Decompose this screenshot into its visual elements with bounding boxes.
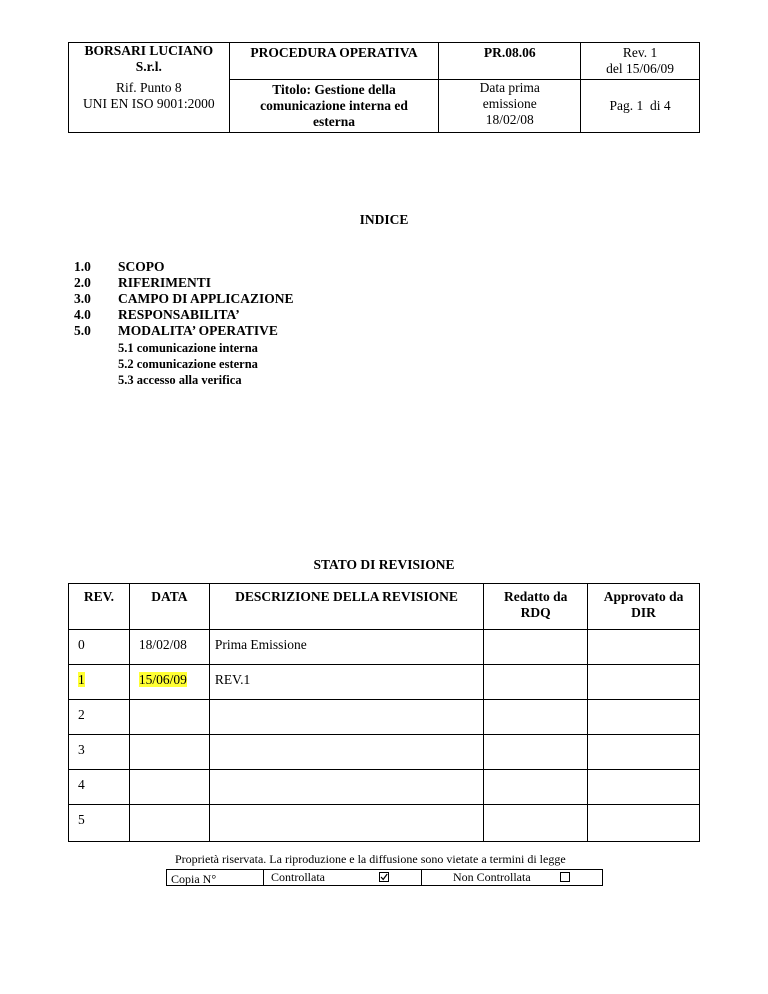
iso-standard: UNI EN ISO 9001:2000 xyxy=(83,95,215,111)
index-item-number: 3.0 xyxy=(74,291,91,306)
approved-by-cell xyxy=(588,700,700,735)
first-issue-date: 18/02/08 xyxy=(485,112,534,127)
procedure-code-cell xyxy=(439,43,581,80)
table-row xyxy=(69,700,700,735)
controlled-label: Controllata xyxy=(271,870,325,884)
rev-cell: 2 xyxy=(69,700,130,735)
drafted-by-cell xyxy=(484,770,588,805)
rev-cell: 0 xyxy=(69,630,130,665)
index-subitem: 5.3 accesso alla verifica xyxy=(118,373,242,387)
first-issue-label: Data prima emissione xyxy=(479,80,540,111)
rev-cell: 4 xyxy=(69,770,130,805)
company-suffix: S.r.l. xyxy=(135,59,162,74)
index-item-label: RIFERIMENTI xyxy=(118,275,212,290)
col-header-approved-by: Approvato da DIR xyxy=(588,584,700,630)
col-header-drafted-by: Redatto da RDQ xyxy=(484,584,588,630)
description-cell: Prima Emissione xyxy=(209,630,483,665)
rev-cell: 5 xyxy=(69,805,130,842)
procedure-type: PROCEDURA OPERATIVA xyxy=(250,45,418,60)
header-table xyxy=(68,42,700,133)
revision-cell xyxy=(581,43,700,80)
description-cell xyxy=(209,700,483,735)
page-cell xyxy=(581,80,700,133)
approved-by-cell xyxy=(588,630,700,665)
index-item-number: 5.0 xyxy=(74,323,91,338)
procedure-title: Titolo: Gestione della comunicazione interna ed esterna xyxy=(260,82,408,129)
col-header-description: DESCRIZIONE DELLA REVISIONE xyxy=(209,584,483,630)
confidentiality-notice: Proprietà riservata. La riproduzione e la diffusione sono vietate a termini di legge xyxy=(175,852,566,866)
index-subitem: 5.1 comunicazione interna xyxy=(118,341,258,355)
checkmark-icon xyxy=(380,873,388,881)
index-item-label: CAMPO DI APPLICAZIONE xyxy=(118,291,294,306)
revision-date: del 15/06/09 xyxy=(606,61,675,76)
divider xyxy=(421,869,422,886)
date-value-highlighted: 15/06/09 xyxy=(138,672,187,687)
drafted-by-cell xyxy=(484,700,588,735)
copy-number-label: Copia N° xyxy=(171,872,217,886)
index-title: INDICE xyxy=(359,212,409,227)
description-cell xyxy=(209,770,483,805)
approved-by-cell xyxy=(588,770,700,805)
table-row xyxy=(69,630,700,665)
index-item-number: 4.0 xyxy=(74,307,91,322)
company-name: BORSARI LUCIANO xyxy=(84,43,214,58)
date-cell xyxy=(129,700,209,735)
date-cell: 18/02/08 xyxy=(129,630,209,665)
drafted-by-cell xyxy=(484,665,588,700)
description-cell xyxy=(209,735,483,770)
not-controlled-checkbox[interactable] xyxy=(560,872,570,882)
table-row xyxy=(69,735,700,770)
page-number: Pag. 1 di 4 xyxy=(609,98,671,113)
approved-by-cell xyxy=(588,735,700,770)
index-item-number: 2.0 xyxy=(74,275,91,290)
procedure-type-cell xyxy=(229,43,439,80)
date-cell xyxy=(129,735,209,770)
revision-title: STATO DI REVISIONE xyxy=(313,557,455,572)
reference-cell xyxy=(69,80,230,133)
rev-value-highlighted: 1 xyxy=(78,672,85,687)
procedure-code: PR.08.06 xyxy=(483,45,536,60)
approved-by-cell xyxy=(588,665,700,700)
revision-table xyxy=(68,583,700,842)
controlled-checkbox-checked[interactable] xyxy=(379,872,389,882)
index-item-label: RESPONSABILITA’ xyxy=(118,307,240,322)
table-row xyxy=(69,805,700,842)
revision-header-row xyxy=(69,584,700,630)
drafted-by-cell xyxy=(484,630,588,665)
divider xyxy=(263,869,264,886)
reference-point: Rif. Punto 8 xyxy=(116,79,182,95)
date-cell xyxy=(129,770,209,805)
company-cell xyxy=(69,43,230,80)
title-cell xyxy=(229,80,439,133)
index-subitem: 5.2 comunicazione esterna xyxy=(118,357,258,371)
date-cell xyxy=(129,805,209,842)
copy-status-box xyxy=(166,869,603,886)
rev-cell: 3 xyxy=(69,735,130,770)
approved-by-cell xyxy=(588,805,700,842)
col-header-rev: REV. xyxy=(69,584,130,630)
first-issue-cell xyxy=(439,80,581,133)
index-item-number: 1.0 xyxy=(74,259,91,274)
date-cell xyxy=(129,665,209,700)
table-row xyxy=(69,665,700,700)
revision-number: Rev. 1 xyxy=(622,45,658,60)
drafted-by-cell xyxy=(484,735,588,770)
rev-cell xyxy=(69,665,130,700)
table-row xyxy=(69,770,700,805)
index-item-label: SCOPO xyxy=(118,259,165,274)
index-item-label: MODALITA’ OPERATIVE xyxy=(118,323,278,338)
description-cell xyxy=(209,805,483,842)
drafted-by-cell xyxy=(484,805,588,842)
description-cell: REV.1 xyxy=(209,665,483,700)
not-controlled-label: Non Controllata xyxy=(453,870,531,884)
col-header-date: DATA xyxy=(129,584,209,630)
